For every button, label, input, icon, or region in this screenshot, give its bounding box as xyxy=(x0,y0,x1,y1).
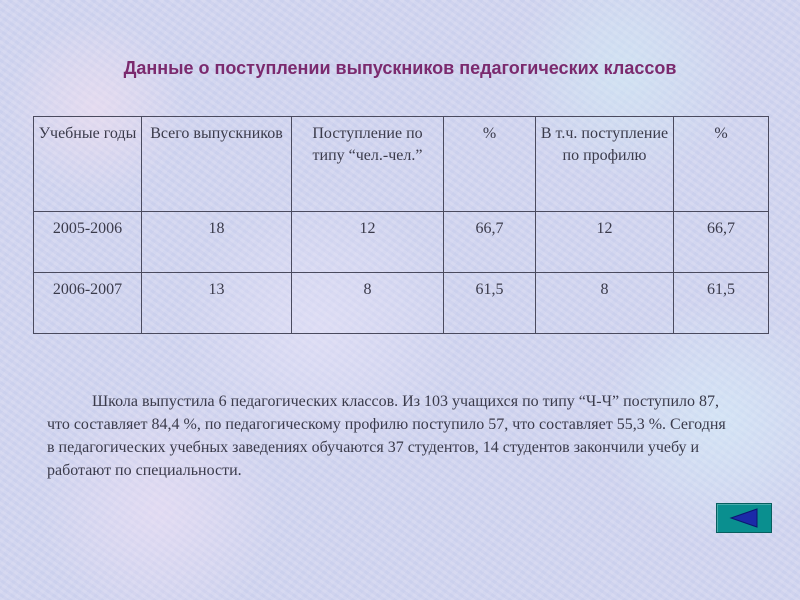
cell-year: 2006-2007 xyxy=(34,273,142,334)
cell-admitted: 8 xyxy=(292,273,444,334)
slide-title: Данные о поступлении выпускников педагогических классов xyxy=(123,58,677,78)
header-cell-percent: % xyxy=(444,117,536,212)
header-cell-admission-type: Поступление по типу “чел.-чел.” xyxy=(292,117,444,212)
header-cell-profile-percent: % xyxy=(674,117,769,212)
cell-year: 2005-2006 xyxy=(34,212,142,273)
header-cell-years: Учебные годы xyxy=(34,117,142,212)
table-row xyxy=(34,273,769,334)
cell-admitted: 12 xyxy=(292,212,444,273)
cell-profile-percent: 66,7 xyxy=(674,212,769,273)
summary-paragraph: Школа выпустила 6 педагогических классов. Из 103 учащихся по типу “Ч-Ч” поступило 87, что составляет 84,4 %, по педагогическому профилю поступило 57, что составляет 55,3 %. Сегодня в педагогических учебных заведениях обучаются 37 студентов, 14 студентов закончили учебу и работают по специальности. xyxy=(47,393,726,479)
cell-profile-admitted: 8 xyxy=(536,273,674,334)
cell-percent: 61,5 xyxy=(444,273,536,334)
cell-total: 13 xyxy=(142,273,292,334)
table-row xyxy=(34,212,769,273)
cell-profile-percent: 61,5 xyxy=(674,273,769,334)
table-header-row xyxy=(34,117,769,212)
admissions-table xyxy=(33,116,769,334)
cell-profile-admitted: 12 xyxy=(536,212,674,273)
arrow-left-icon xyxy=(727,507,761,529)
header-cell-profile-admission: В т.ч. поступление по профилю xyxy=(536,117,674,212)
cell-percent: 66,7 xyxy=(444,212,536,273)
header-cell-total-graduates: Всего выпускников xyxy=(142,117,292,212)
back-button[interactable] xyxy=(716,503,772,533)
cell-total: 18 xyxy=(142,212,292,273)
